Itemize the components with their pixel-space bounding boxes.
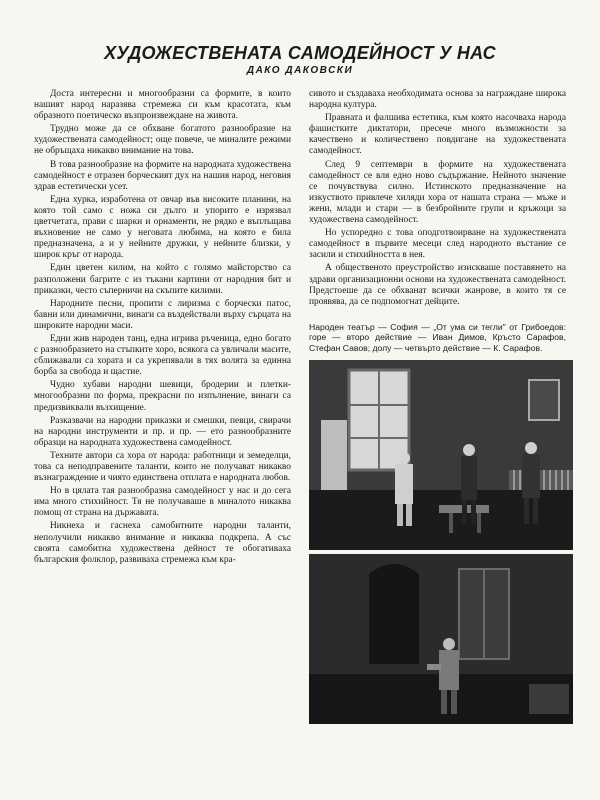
article-author: ДАКО ДАКОВСКИ	[246, 65, 354, 76]
paragraph: Но успоредно с това оподготвоирване на художествената самодейност в първите месеци след народното въстание се засили и стихийността в нея.	[309, 228, 566, 261]
paragraph: А общественото преустройство изискваше поставянето на здрави организационни основи на художествената самодейност. Предстоеше да се обхванат всички жанрове, в които тя се проявява, да се подпомогнат дейците.	[309, 263, 566, 307]
theatre-photo-bottom	[309, 554, 573, 724]
article-title: ХУДОЖЕСТВЕНАТА САМОДЕЙНОСТ У НАС	[104, 43, 496, 63]
paragraph: Народните песни, пропити с лиризма с борчески патос, бавни или динамични, винаги са въздействали върху сърцата на широките народни маси.	[34, 298, 291, 331]
paragraph: Трудно може да се обхване богатото разнообразие на художествената самодейност; още повече, че миналите режими не обръщаха никакво внимание на това.	[34, 124, 291, 157]
stage-scene-act-four	[309, 554, 573, 724]
theatre-photo-top	[309, 360, 573, 550]
paragraph: В това разнообразие на формите на народната художествена самодейност е отразен борческият дух на нашия народ, неговия здрав естетически усет.	[34, 159, 291, 192]
paragraph: Доста интересни и многообразни са формите, в които нашият народ наразява стремежа си към красотата, към образното поетическо възпроизвеждане на живота.	[34, 89, 291, 122]
paragraph: Един цветен килим, на който с голямо майсторство са разположени багрите с из тъкани картини от народния бит и приказки, често съперничи на скъпите килими.	[34, 263, 291, 296]
photo-caption: Народен театър — София — „От ума си тегли" от Грибоедов: горе — второ действие — Иван Димов, Кръсто Сарафов, Стефан Савов; долу — четвърто действие — К. Сарафов.	[309, 321, 566, 353]
paragraph: Чудно хубави народни шевици, бродерии и плетки-многообразни по форма, прекрасни по изпълнение, винаги са предизвиквали възхищение.	[34, 380, 291, 413]
paragraph: Никнеха и гаснеха самобитните народни таланти, неполучили никакво внимание и никаква подкрепа. А със своята самобитна художествена дейност те обогативаха българския фолклор, развиваха стремежа към кра-	[34, 521, 291, 565]
stage-scene-act-two	[309, 360, 573, 550]
paragraph: Едни жив народен танц, една игрива ръченица, едно богато с разнообразието на стъпките хоро, всякога са увличали масите, сближавали са хората и са укрепявали в тях волята за единна борба за свобода и щастие.	[34, 333, 291, 378]
paragraph: Правната и фалшива естетика, към която насочваха народа фашистките диктатори, пресече много възможности за качествено и количествено повдигане на художествената самодейност.	[309, 113, 566, 157]
paragraph: След 9 септември в формите на художествената самодейност се вля едно ново съдържание. Нейното значение се почувствува силно. Истинското предназначение на изкуството привлече хиляди хора от нашата страна — мъже и жени, млади и стари — в безбройните групи и кръжоци за художествена самодейност.	[309, 159, 566, 226]
paragraph: Една хурка, изработена от овчар във високите планини, на която той само с ножа си дълго и упорито е изрязвал цветчетата, прави с шарки и орнаменти, не рядко е въплъщава въхновение не само у неговата любима, на която е била предназначена, а и у нейните дружки, у нейните близки, у широк кръг от народа.	[34, 194, 291, 261]
paragraph: Разказвачи на народни приказки и смешки, певци, свирачи на народни инструменти и пр. и пр. — ето разнообразните образци на народната художествена самодейност.	[34, 415, 291, 448]
left-column	[34, 89, 291, 724]
right-column	[309, 89, 566, 724]
paragraph: Техните автори са хора от народа: работници и земеделци, това са неподправените таланти, които не получават никакво възнаграждение и чиято единствена отплата е народната любов.	[34, 450, 291, 484]
article-body	[34, 89, 566, 724]
paragraph: Но в цялата тая разнообразна самодейност у нас и до сега има много стихийност. Тя не получаваше в миналото никаква помощ от страна на държавата.	[34, 486, 291, 519]
paragraph: сивото и създаваха необходимата основа за награждане широка народна култура.	[309, 89, 566, 111]
